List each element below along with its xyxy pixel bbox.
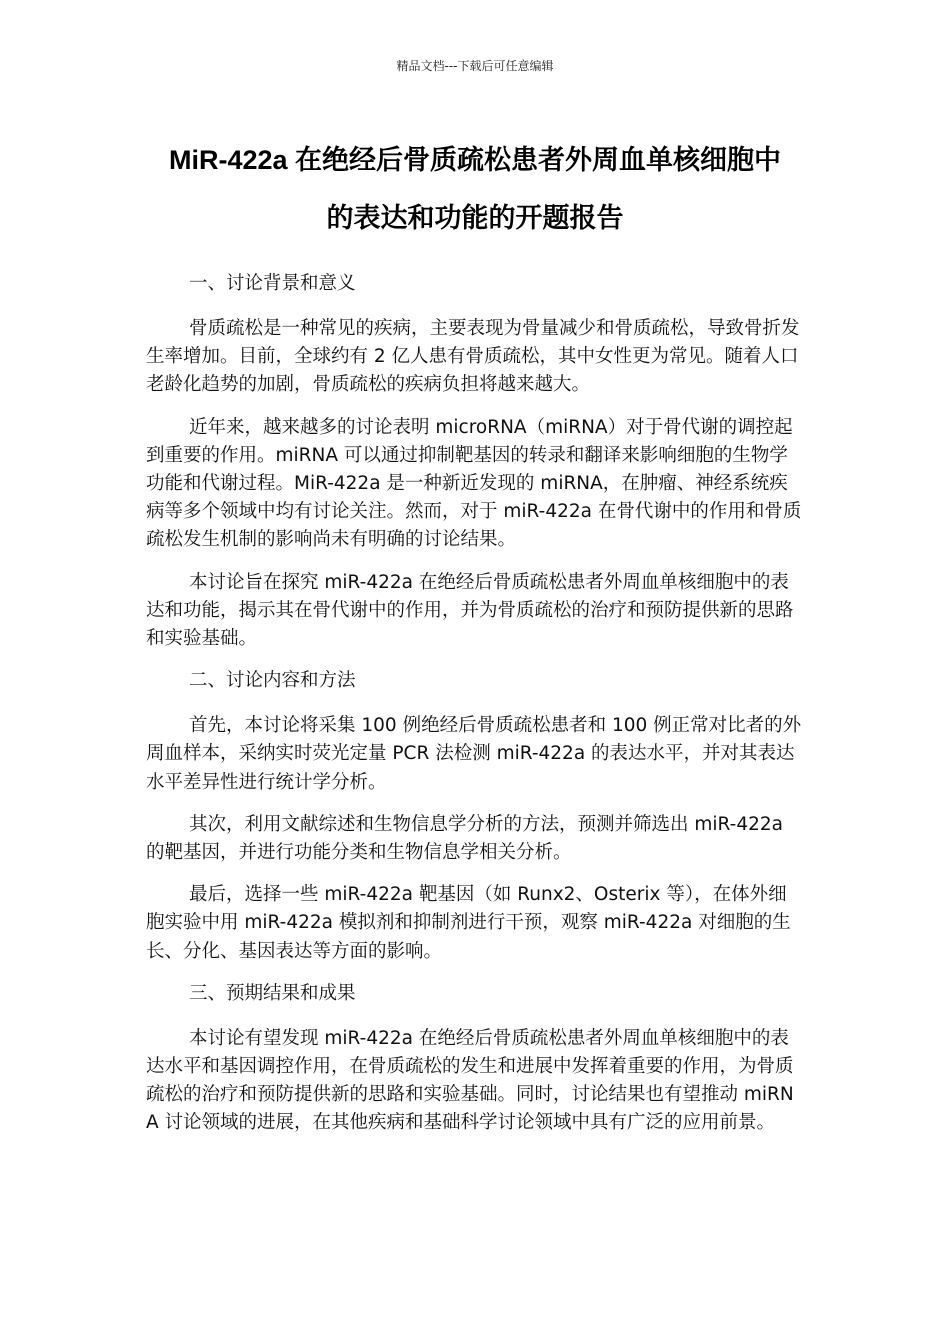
section-heading: 一、讨论背景和意义 — [189, 273, 356, 294]
body-paragraph: 本讨论旨在探究 miR-422a 在绝经后骨质疏松患者外周血单核细胞中的表达和功能，揭示其在骨代谢中的作用，并为骨质疏松的治疗和预防提供新的思路和实验基础。 — [146, 571, 794, 650]
body-paragraph: 本讨论有望发现 miR-422a 在绝经后骨质疏松患者外周血单核细胞中的表达水平和基因调控作用，在骨质疏松的发生和进展中发挥着重要的作用，为骨质疏松的治疗和预防提供新的思路和实验基础。同时，讨论结果也有望推动 miRNA 讨论领域的进展，在其他疾病和基础科学讨论领域中具有广泛的应用前景。 — [146, 1027, 794, 1134]
body-paragraph: 首先，本讨论将采集 100 例绝经后骨质疏松患者和 100 例正常对比者的外周血样本，采纳实时荧光定量 PCR 法检测 miR-422a 的表达水平，并对其表达水平差异性进行统计学分析。 — [146, 715, 802, 793]
document-title-line-1: MiR-422a 在绝经后骨质疏松患者外周血单核细胞中 — [168, 145, 782, 175]
body-paragraph: 近年来，越来越多的讨论表明 microRNA（miRNA）对于骨代谢的调控起到重要的作用。miRNA 可以通过抑制靶基因的转录和翻译来影响细胞的生物学功能和代谢过程。MiR-422a 是一种新近发现的 miRNA，在肿瘤、神经系统疾病等多个领域中均有讨论关注。然而，对于 miR-422a 在骨代谢中的作用和骨质疏松发生机制的影响尚未有明确的讨论结果。 — [146, 416, 802, 551]
section-background — [146, 270, 804, 653]
document-body — [146, 270, 804, 1152]
body-paragraph: 其次，利用文献综述和生物信息学分析的方法，预测并筛选出 miR-422a 的靶基因，并进行功能分类和生物信息学相关分析。 — [146, 813, 783, 864]
body-paragraph: 最后，选择一些 miR-422a 靶基因（如 Runx2、Osterix 等），在体外细胞实验中用 miR-422a 模拟剂和抑制剂进行干预，观察 miR-422a 对细胞的生长、分化、基因表达等方面的影响。 — [146, 884, 791, 962]
section-heading: 二、讨论内容和方法 — [189, 670, 356, 692]
document-header-note: 精品文档---下载后可任意编辑 — [396, 59, 554, 73]
document-title-line-2: 的表达和功能的开题报告 — [326, 203, 624, 233]
body-paragraph: 骨质疏松是一种常见的疾病，主要表现为骨量减少和骨质疏松，导致骨折发生率增加。目前，全球约有 2 亿人患有骨质疏松，其中女性更为常见。随着人口老龄化趋势的加剧，骨质疏松的疾病负担将越来越大。 — [146, 318, 800, 396]
section-heading: 三、预期结果和成果 — [189, 982, 356, 1004]
section-methods — [146, 667, 804, 966]
section-expected-results — [146, 980, 804, 1138]
